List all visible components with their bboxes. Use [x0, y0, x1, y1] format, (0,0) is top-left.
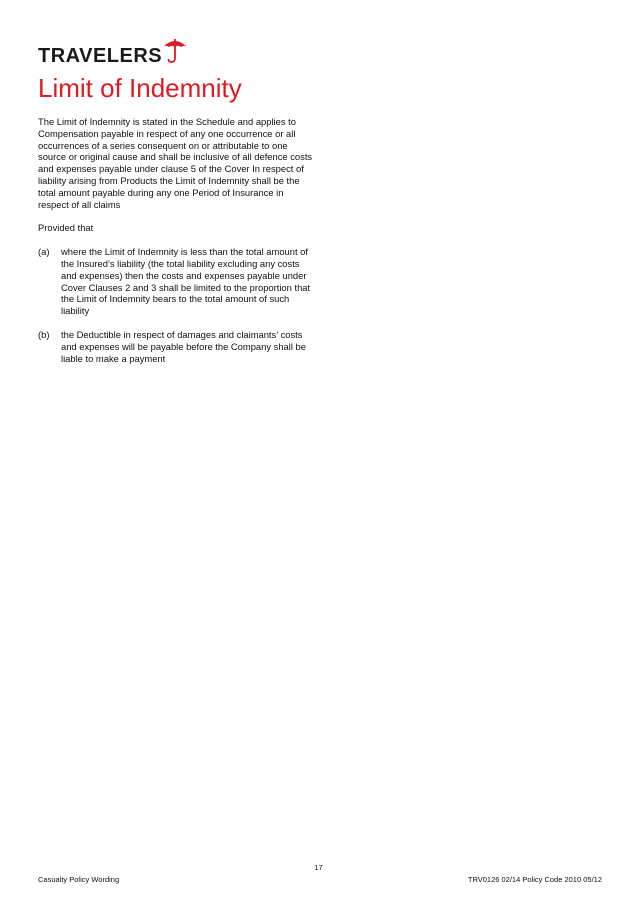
intro-paragraph: The Limit of Indemnity is stated in the Schedule and applies to Compensation payable in respect of any one occurrence or all occurrences of a series consequent on or attributable to one source or original cause and shall be inclusive of all defence costs and expenses payable under clause 5 of the Cover In respect of liability arising from Products the Limit of Indemnity shall be the total amount payable during any one Period of Insurance in respect of all claims [38, 116, 313, 210]
logo-text: TRAVELERS [38, 45, 163, 67]
list-item [38, 329, 313, 364]
umbrella-icon [162, 36, 188, 64]
page-number: 17 [314, 863, 323, 872]
travelers-logo [38, 38, 188, 66]
list-item [38, 246, 313, 317]
list-item-label: (b) [38, 328, 50, 340]
footer-document-title: Casualty Policy Wording [38, 875, 120, 884]
provided-that-text: Provided that [38, 222, 94, 234]
document-body [38, 116, 313, 376]
list-item-text: the Deductible in respect of damages and claimants’ costs and expenses will be payable before the Company shall be liable to make a payment [61, 328, 306, 364]
footer-policy-code: TRV0126 02/14 Policy Code 2010 05/12 [467, 875, 602, 884]
list-item-label: (a) [38, 246, 50, 258]
page-title: Limit of Indemnity [38, 73, 242, 103]
list-item-text: where the Limit of Indemnity is less than the total amount of the Insured’s liability (the total liability excluding any costs and expenses) then the costs and expenses payable under Cover Clauses 2 and 3 shall be limited to the proportion that the Limit of Indemnity bears to the total amount of such liability [61, 246, 311, 317]
